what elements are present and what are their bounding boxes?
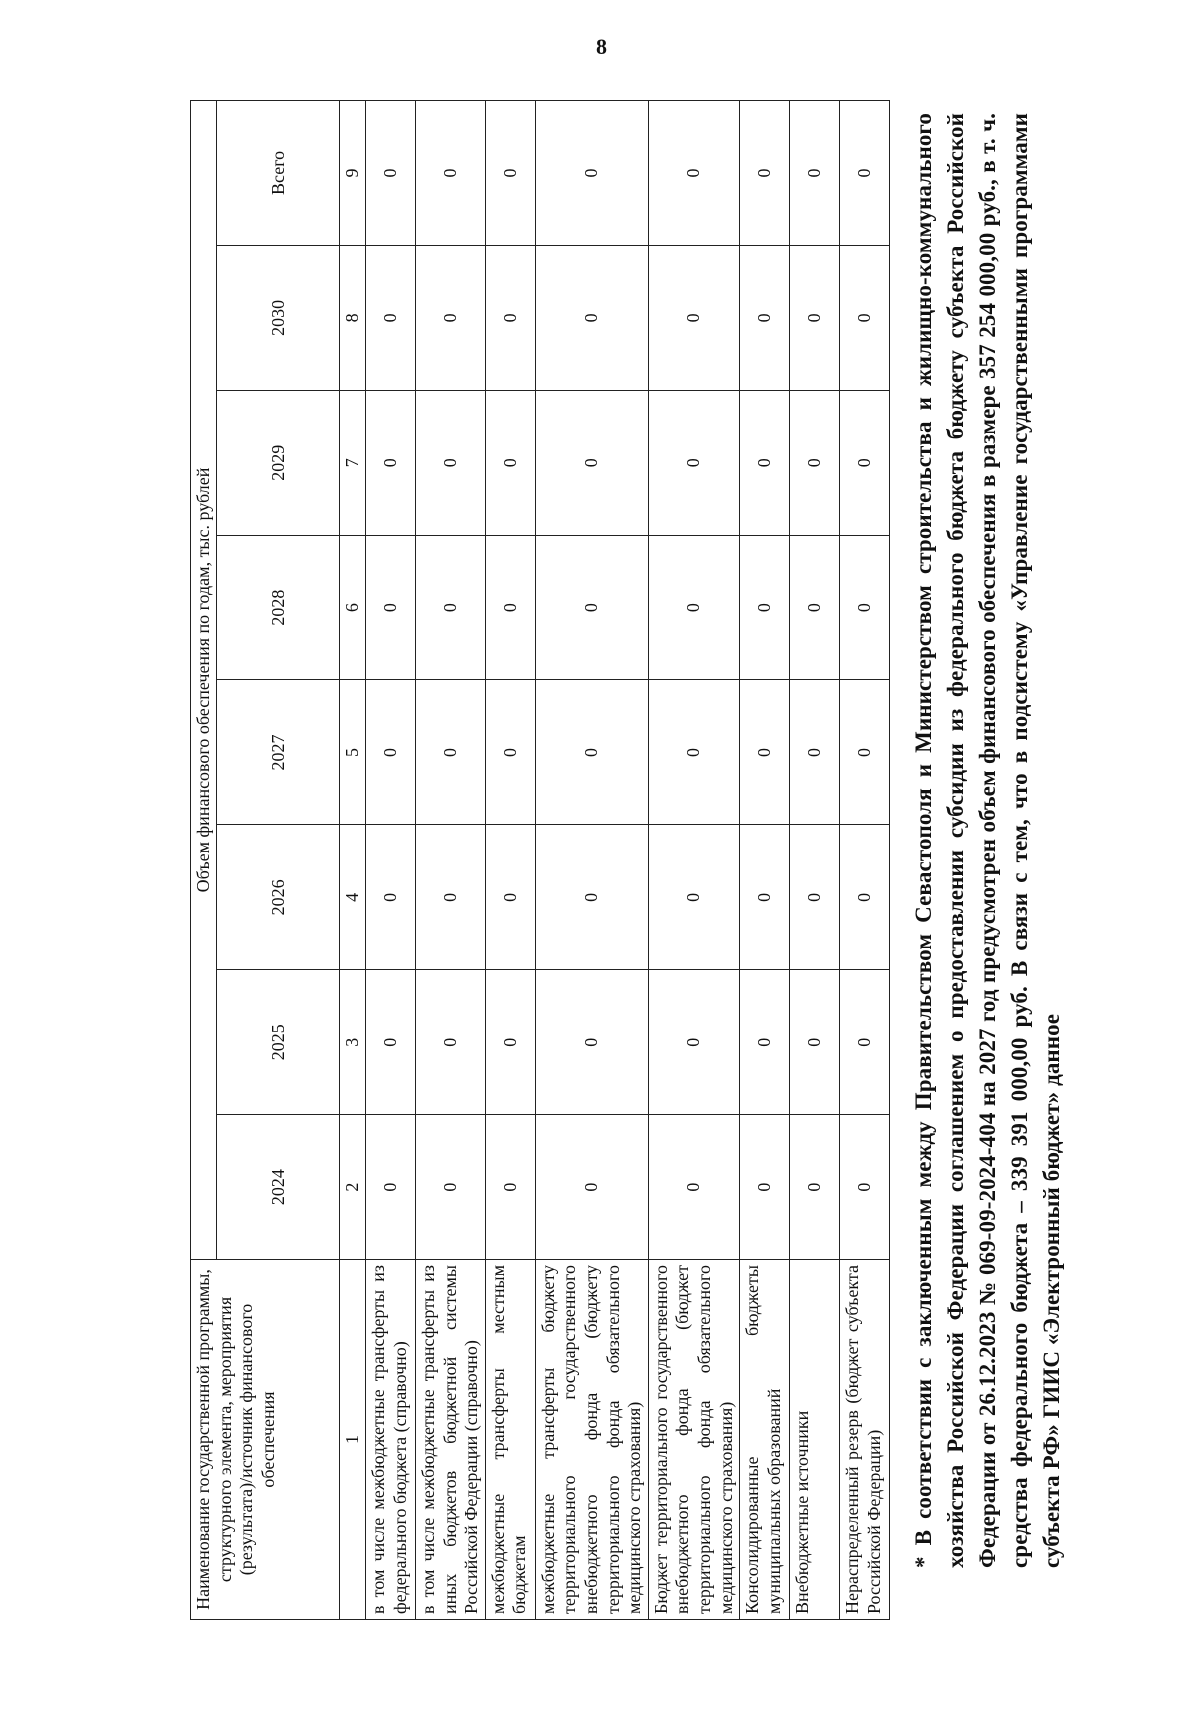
row-name-cell: в том числе межбюджетные трансферты из федерального бюджета (справочно): [366, 1260, 416, 1620]
value-cell: 0: [366, 535, 416, 680]
value-cell: 0: [535, 970, 648, 1115]
value-cell: 0: [740, 245, 790, 390]
value-cell: 0: [790, 245, 840, 390]
table-row: [416, 101, 486, 1620]
rotated-page-content: [190, 60, 1200, 1620]
table-row: [366, 101, 416, 1620]
table-body: [191, 101, 890, 1620]
value-cell: 0: [366, 825, 416, 970]
column-index: 2: [340, 1115, 366, 1260]
value-cell: 0: [648, 245, 739, 390]
value-cell: 0: [840, 101, 890, 246]
value-cell: 0: [485, 101, 535, 246]
table-row: [535, 101, 648, 1620]
table-row: [485, 101, 535, 1620]
value-cell: 0: [485, 970, 535, 1115]
column-index: 4: [340, 825, 366, 970]
value-cell: 0: [366, 680, 416, 825]
row-name-cell: Консолидированные бюджеты муниципальных образований: [740, 1260, 790, 1620]
value-cell: 0: [740, 1115, 790, 1260]
value-cell: 0: [648, 535, 739, 680]
value-cell: 0: [416, 1115, 486, 1260]
value-cell: 0: [535, 535, 648, 680]
value-cell: 0: [790, 535, 840, 680]
header-row: [191, 101, 217, 1620]
column-index: 1: [340, 1260, 366, 1620]
value-cell: 0: [740, 390, 790, 535]
value-cell: 0: [648, 825, 739, 970]
value-cell: 0: [840, 680, 890, 825]
page-number: 8: [596, 34, 607, 59]
value-cell: 0: [740, 535, 790, 680]
value-cell: 0: [416, 535, 486, 680]
value-cell: 0: [416, 390, 486, 535]
column-index: 8: [340, 245, 366, 390]
value-cell: 0: [366, 245, 416, 390]
value-cell: 0: [740, 680, 790, 825]
value-cell: 0: [485, 535, 535, 680]
row-name-cell: Бюджет территориального государственного внебюджетного фонда (бюджет территориального фонда обязательного медицинского страхования): [648, 1260, 739, 1620]
column-index: 3: [340, 970, 366, 1115]
year-header: 2026: [217, 825, 340, 970]
year-header: 2028: [217, 535, 340, 680]
value-cell: 0: [648, 680, 739, 825]
year-header: 2024: [217, 1115, 340, 1260]
value-cell: 0: [535, 101, 648, 246]
row-name-cell: межбюджетные трансферты местным бюджетам: [485, 1260, 535, 1620]
value-cell: 0: [485, 245, 535, 390]
column-index: 7: [340, 390, 366, 535]
row-name-cell: Нераспределенный резерв (бюджет субъекта Российской Федерации): [840, 1260, 890, 1620]
value-cell: 0: [648, 970, 739, 1115]
total-header: Всего: [217, 101, 340, 246]
value-cell: 0: [840, 390, 890, 535]
value-cell: 0: [416, 680, 486, 825]
value-cell: 0: [840, 970, 890, 1115]
value-cell: 0: [648, 1115, 739, 1260]
table-row: [840, 101, 890, 1620]
value-cell: 0: [648, 101, 739, 246]
value-cell: 0: [740, 825, 790, 970]
column-index-row: [340, 101, 366, 1620]
value-cell: 0: [790, 1115, 840, 1260]
footnote: * В соответствии с заключенным между Правительством Севастополя и Министерством строительства и жилищно-коммунального хозяйства Российской Федерации соглашением о предоставлении субсидии из федерального бюджета бюджету субъекта Российской Федерации от 26.12.2023 № 069-09-2024-404 на 2027 год предусмотрен объем финансового обеспечения в размере 357 254 000,00 руб., в т. ч. средства федерального бюджета – 339 391 000,00 руб. В связи с тем, что в подсистему «Управление государственными программами субъекта РФ» ГИИС «Электронный бюджет» данное: [911, 113, 1064, 1568]
value-cell: 0: [535, 825, 648, 970]
name-column-header: Наименование государственной программы, структурного элемента, мероприятия (результата)/источник финансового обеспечения: [191, 1260, 340, 1620]
value-cell: 0: [740, 970, 790, 1115]
row-name-cell: в том числе межбюджетные трансферты из иных бюджетов бюджетной системы Российской Федерации (справочно): [416, 1260, 486, 1620]
value-cell: 0: [790, 825, 840, 970]
value-cell: 0: [840, 1115, 890, 1260]
value-cell: 0: [485, 825, 535, 970]
value-cell: 0: [416, 101, 486, 246]
value-cell: 0: [790, 390, 840, 535]
year-header: 2025: [217, 970, 340, 1115]
value-cell: 0: [790, 970, 840, 1115]
volume-header: Объем финансового обеспечения по годам, тыс. рублей: [191, 101, 217, 1260]
value-cell: 0: [485, 390, 535, 535]
year-header: 2029: [217, 390, 340, 535]
column-index: 5: [340, 680, 366, 825]
value-cell: 0: [416, 245, 486, 390]
value-cell: 0: [740, 101, 790, 246]
column-index: 9: [340, 101, 366, 246]
value-cell: 0: [840, 535, 890, 680]
value-cell: 0: [648, 390, 739, 535]
table-row: [790, 101, 840, 1620]
value-cell: 0: [366, 390, 416, 535]
value-cell: 0: [366, 1115, 416, 1260]
value-cell: 0: [485, 1115, 535, 1260]
value-cell: 0: [535, 390, 648, 535]
table-row: [740, 101, 790, 1620]
column-index: 6: [340, 535, 366, 680]
value-cell: 0: [790, 101, 840, 246]
value-cell: 0: [366, 970, 416, 1115]
value-cell: 0: [790, 680, 840, 825]
year-header: 2030: [217, 245, 340, 390]
table-row: [648, 101, 739, 1620]
value-cell: 0: [485, 680, 535, 825]
row-name-cell: Внебюджетные источники: [790, 1260, 840, 1620]
value-cell: 0: [416, 970, 486, 1115]
value-cell: 0: [416, 825, 486, 970]
row-name-cell: межбюджетные трансферты бюджету территориального государственного внебюджетного фонда (бюджету территориального фонда обязательного медицинского страхования): [535, 1260, 648, 1620]
value-cell: 0: [535, 1115, 648, 1260]
value-cell: 0: [535, 680, 648, 825]
financing-table: [190, 100, 890, 1620]
value-cell: 0: [366, 101, 416, 246]
value-cell: 0: [535, 245, 648, 390]
value-cell: 0: [840, 245, 890, 390]
year-header: 2027: [217, 680, 340, 825]
value-cell: 0: [840, 825, 890, 970]
